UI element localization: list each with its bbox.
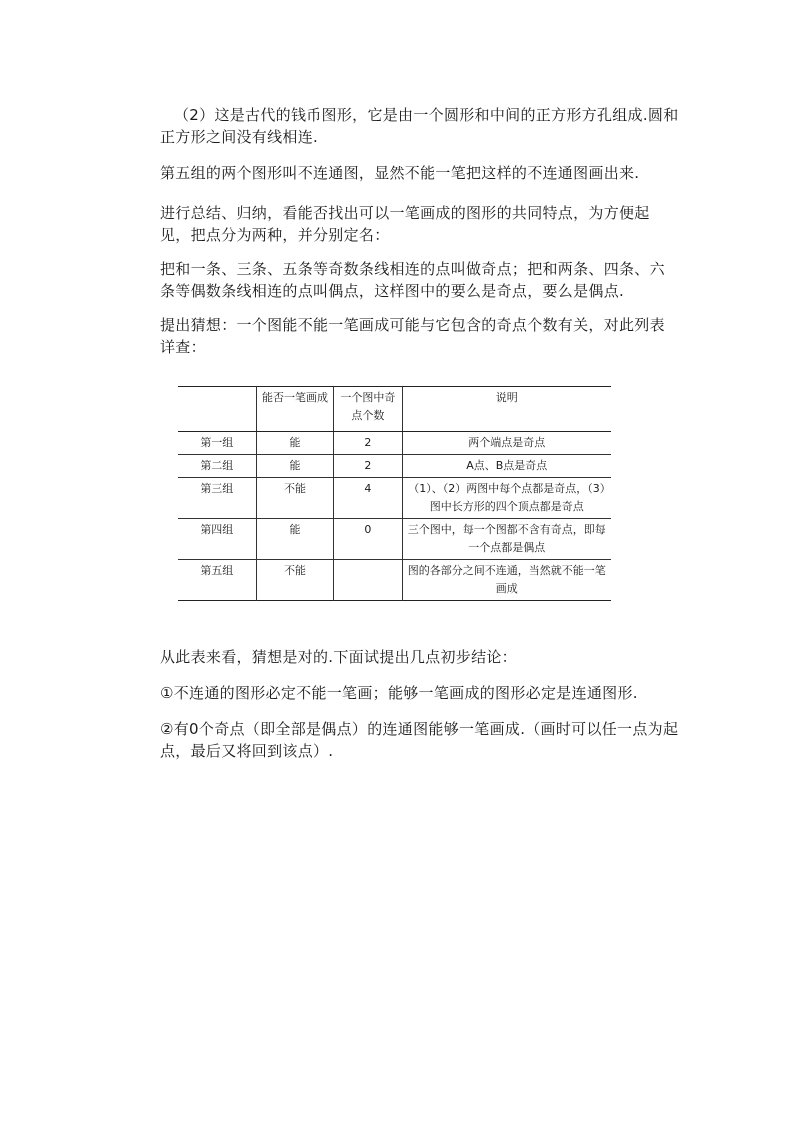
paragraph-table-conclusion: 从此表来看，猜想是对的.下面试提出几点初步结论： [160,648,517,666]
table-cell: 2 [334,455,402,478]
table-cell: 第五组 [178,560,256,601]
paragraph-odd-even-definition: 把和一条、三条、五条等奇数条线相连的点叫做奇点；把和两条、四条、六条等偶数条线相连的点叫偶点，这样图中的要么是奇点，要么是偶点. [160,260,665,300]
table-cell: 4 [334,478,402,519]
table-row [178,478,611,519]
table-cell: 能 [256,519,334,560]
table-header-row [178,387,611,432]
paragraph-conclusion-1: ①不连通的图形必定不能一笔画；能够一笔画成的图形必定是连通图形. [160,684,638,702]
table-row [178,432,611,455]
table-header-cell: 能否一笔画成 [256,387,334,432]
odd-point-table [178,386,611,601]
table-row [178,519,611,560]
table-cell: A点、B点是奇点 [402,455,611,478]
paragraph-disconnected-graph: 第五组的两个图形叫不连通图，显然不能一笔把这样的不连通图画出来. [160,164,640,182]
table-cell: 0 [334,519,402,560]
table-cell: 第一组 [178,432,256,455]
paragraph-summary: 进行总结、归纳，看能否找出可以一笔画成的图形的共同特点，为方便起见，把点分为两种，并分别定名： [160,204,650,244]
table-cell: 能 [256,432,334,455]
table-cell: 第二组 [178,455,256,478]
paragraph-conjecture: 提出猜想：一个图能不能一笔画成可能与它包含的奇点个数有关，对此列表详查： [160,316,665,356]
table-header-cell: 一个图中奇点个数 [334,387,402,432]
table-row [178,455,611,478]
table-cell: 图的各部分之间不连通，当然就不能一笔画成 [402,560,611,601]
table-cell: 2 [334,432,402,455]
paragraph-conclusion-2: ②有0个奇点（即全部是偶点）的连通图能够一笔画成.（画时可以任一点为起点，最后又将回到该点）. [160,720,679,760]
table-cell: 不能 [256,560,334,601]
table-cell: 不能 [256,478,334,519]
paragraph-coin-figure: （2）这是古代的钱币图形，它是由一个圆形和中间的正方形方孔组成.圆和正方形之间没有线相连. [160,106,679,146]
table-row [178,560,611,601]
table-cell: 能 [256,455,334,478]
table-cell: 两个端点是奇点 [402,432,611,455]
table-cell: 第三组 [178,478,256,519]
table-cell [334,560,402,601]
table-cell: （1）、（2）两图中每个点都是奇点，（3）图中长方形的四个顶点都是奇点 [402,478,611,519]
table-cell: 三个图中，每一个图都不含有奇点，即每一个点都是偶点 [402,519,611,560]
table-cell: 第四组 [178,519,256,560]
table-header-cell: 说明 [402,387,611,432]
table-header-cell [178,387,256,432]
